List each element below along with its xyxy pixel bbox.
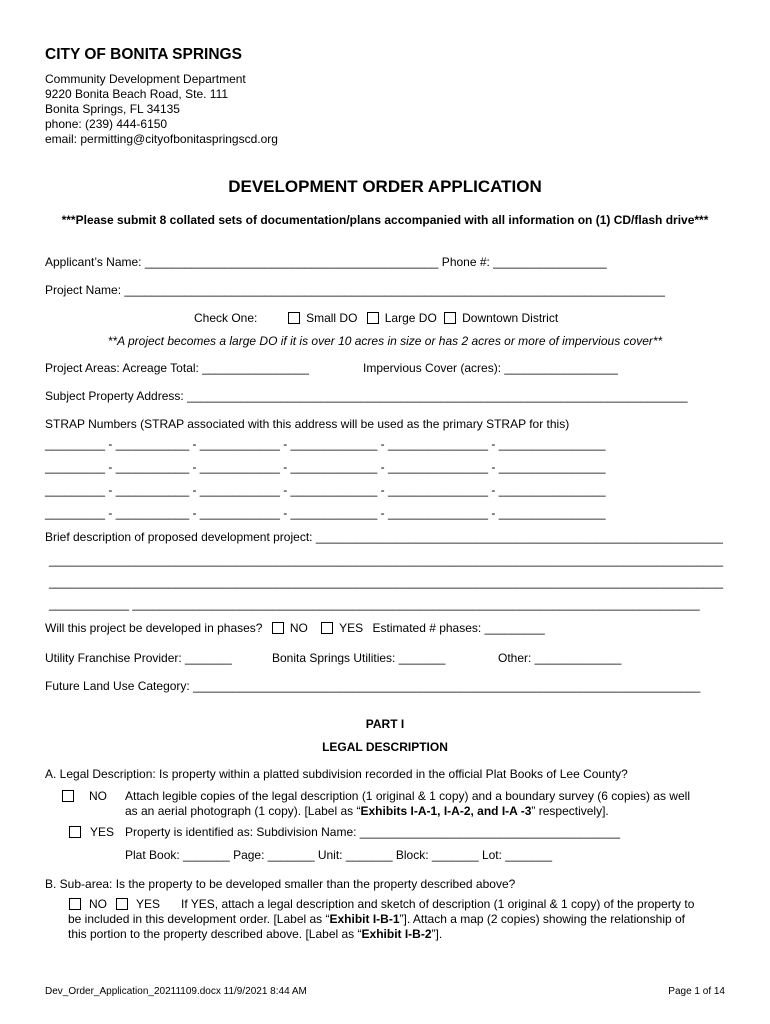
phases-no-checkbox[interactable]	[272, 622, 284, 634]
a-no-checkbox[interactable]	[62, 790, 74, 802]
downtown-checkbox[interactable]	[444, 312, 456, 324]
small-do-label: Small DO	[306, 311, 358, 325]
strap-row: _________ - ___________ - ____________ - _____________ - _______________ - ________________	[45, 506, 606, 520]
large-do-checkbox[interactable]	[367, 312, 379, 324]
phases-yes-checkbox[interactable]	[321, 622, 333, 634]
b-yes-text-3a: this portion to the property described above. [Label as “	[68, 927, 362, 941]
strap-label: STRAP Numbers (STRAP associated with this address will be used as the primary STRAP for this)	[45, 417, 570, 431]
a-no-text-2a: as an aerial photograph (1 copy). [Label as “	[125, 804, 361, 818]
applicant-line: Applicant’s Name: ____________________________________________ Phone #: _________________	[45, 255, 607, 269]
exhibit-label: Exhibit I-B-1	[329, 912, 400, 926]
subject-address-line: Subject Property Address: ___________________________________________________________________________	[45, 389, 688, 403]
project-areas-line: Project Areas: Acreage Total: ________________	[45, 361, 309, 375]
footer-page-number: Page 1 of 14	[668, 986, 725, 997]
address-line: Bonita Springs, FL 34135	[45, 102, 180, 116]
address-line: 9220 Bonita Beach Road, Ste. 111	[45, 87, 229, 101]
strap-row: _________ - ___________ - ____________ - _____________ - _______________ - ________________	[45, 460, 606, 474]
check-one-row	[194, 311, 558, 325]
small-do-checkbox[interactable]	[288, 312, 300, 324]
address-line: phone: (239) 444-6150	[45, 117, 168, 131]
phases-no-label: NO	[289, 621, 308, 635]
footer-filename: Dev_Order_Application_20211109.docx 11/9/2021 8:44 AM	[45, 986, 307, 997]
a-yes-text: Property is identified as: Subdivision Name: _______________________________________	[125, 825, 621, 839]
question-b: B. Sub-area: Is the property to be developed smaller than the property described above?	[45, 877, 516, 891]
a-no-text-2	[125, 804, 609, 818]
address-line: Community Development Department	[45, 72, 246, 86]
b-yes-checkbox[interactable]	[116, 898, 128, 910]
b-yes-text-3	[68, 927, 442, 941]
phases-estimate: Estimated # phases: _________	[372, 621, 545, 635]
strap-row: _________ - ___________ - ____________ - _____________ - _______________ - ________________	[45, 437, 606, 451]
brief-blank-line: _____________________________________________________________________________________________________	[49, 575, 724, 589]
utility-provider-line: Utility Franchise Provider: _______	[45, 651, 232, 665]
b-yes-text-2	[68, 912, 685, 926]
b-yes-text-2a: be included in this development order. [Label as “	[68, 912, 330, 926]
other-line: Other: _____________	[498, 651, 622, 665]
part-label: PART I	[365, 717, 405, 731]
a-no-text-2c: ” respectively].	[531, 804, 609, 818]
b-yes-text-3c: ”].	[431, 927, 443, 941]
plat-line: Plat Book: _______ Page: _______ Unit: _______ Block: _______ Lot: _______	[125, 848, 553, 862]
a-yes-label: YES	[90, 825, 115, 839]
phases-yes-label: YES	[339, 621, 364, 635]
phases-question: Will this project be developed in phases?	[45, 621, 263, 635]
b-yes-text: If YES, attach a legal description and sketch of description (1 original & 1 copy) of the property to	[181, 897, 695, 911]
strap-row: _________ - ___________ - ____________ - _____________ - _______________ - ________________	[45, 483, 606, 497]
a-yes-checkbox[interactable]	[69, 826, 81, 838]
page-title: DEVELOPMENT ORDER APPLICATION	[228, 177, 542, 196]
b-yes-label: YES	[136, 897, 161, 911]
b-no-checkbox[interactable]	[69, 898, 81, 910]
question-a: A. Legal Description: Is property within a platted subdivision recorded in the official Plat Books of Lee County?	[45, 767, 628, 781]
part-heading: LEGAL DESCRIPTION	[322, 740, 448, 754]
brief-blank-line: ____________ _____________________________________________________________________________________	[49, 597, 700, 611]
address-line: email: permitting@cityofbonitaspringscd.org	[45, 132, 278, 146]
submission-notice: ***Please submit 8 collated sets of documentation/plans accompanied with all information on (1) CD/flash drive***	[61, 213, 709, 227]
a-no-text: Attach legible copies of the legal description (1 original & 1 copy) and a boundary survey (6 copies) as well	[125, 789, 690, 803]
future-land-use-line: Future Land Use Category: ____________________________________________________________________________	[45, 679, 701, 693]
check-one-label: Check One:	[194, 311, 258, 325]
brief-description-line: Brief description of proposed development project: _____________________________________________________________	[45, 530, 723, 544]
b-no-label: NO	[89, 897, 107, 911]
a-no-label: NO	[89, 789, 107, 803]
large-do-label: Large DO	[384, 311, 437, 325]
header-org: CITY OF BONITA SPRINGS	[45, 46, 242, 63]
downtown-label: Downtown District	[462, 311, 559, 325]
exhibit-label: Exhibits I-A-1, I-A-2, and I-A -3	[360, 804, 532, 818]
brief-blank-line: _____________________________________________________________________________________________________	[49, 553, 724, 567]
bsu-line: Bonita Springs Utilities: _______	[272, 651, 446, 665]
b-yes-text-2c: ”]. Attach a map (2 copies) showing the relationship of	[399, 912, 686, 926]
project-name-line: Project Name: _________________________________________________________________________________	[45, 283, 665, 297]
large-do-note: **A project becomes a large DO if it is over 10 acres in size or has 2 acres or more of impervious cover**	[107, 334, 663, 348]
impervious-line: Impervious Cover (acres): _________________	[363, 361, 618, 375]
phases-row	[45, 621, 545, 635]
exhibit-label: Exhibit I-B-2	[361, 927, 432, 941]
